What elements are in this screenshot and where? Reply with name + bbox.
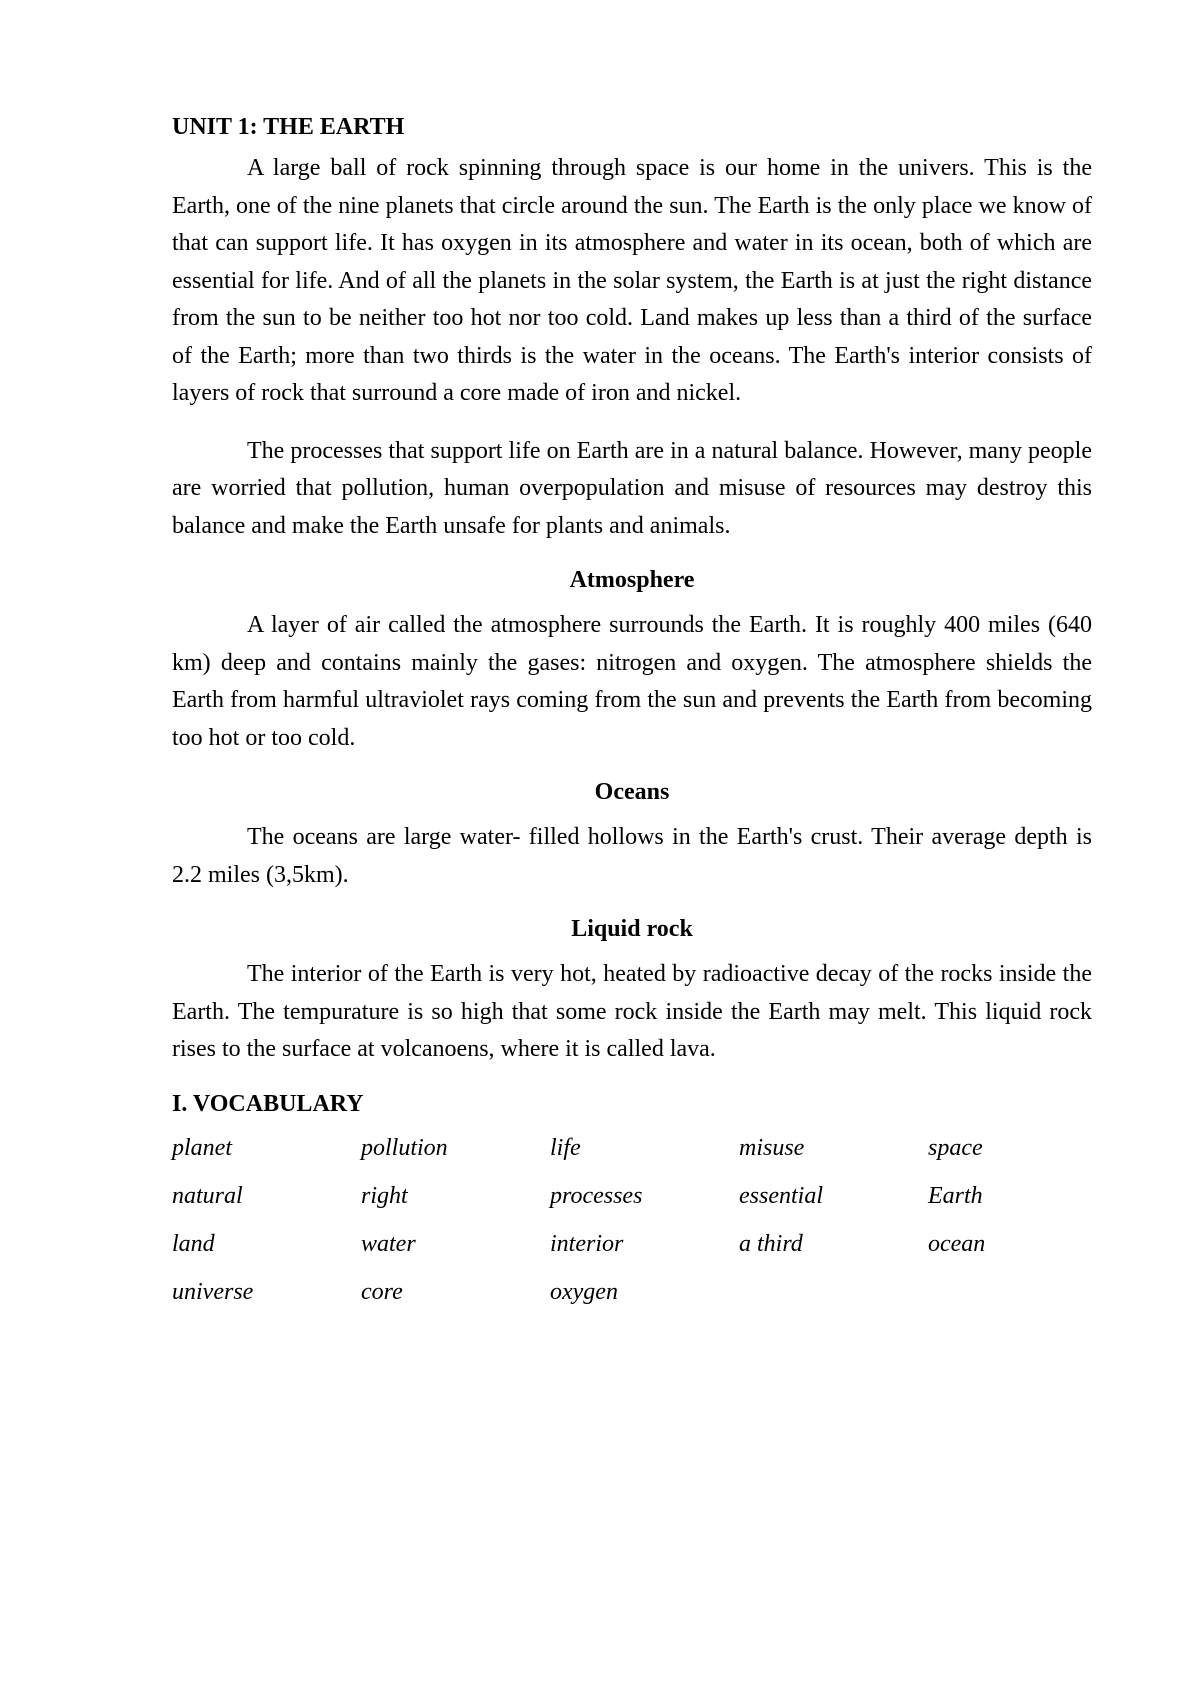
vocabulary-grid <box>172 1133 1092 1307</box>
document-page <box>172 112 1092 1307</box>
vocab-word: core <box>361 1278 403 1305</box>
vocab-word: universe <box>172 1278 254 1305</box>
vocab-word: land <box>172 1230 215 1257</box>
vocab-word: a third <box>739 1230 803 1257</box>
intro-paragraph-1: A large ball of rock spinning through space is our home in the univers. This is the Earth, one of the nine planets that circle around the sun. The Earth is the only place we know of that can support life. It has oxygen in its atmosphere and water in its ocean, both of which are essential for life. And of all the planets in the solar system, the Earth is at just the right distance from the sun to be neither too hot nor too cold. Land makes up less than a third of the surface of the Earth; more than two thirds is the water in the oceans. The Earth's interior consists of layers of rock that surround a core made of iron and nickel. <box>172 155 1092 406</box>
vocab-word: natural <box>172 1182 243 1209</box>
vocab-word: oxygen <box>550 1278 618 1305</box>
intro-paragraph-2: The processes that support life on Earth are in a natural balance. However, many people are worried that pollution, human overpopulation and misuse of resources may destroy this balance and make the Earth unsafe for plants and animals. <box>172 437 1092 539</box>
vocab-word: planet <box>172 1134 232 1161</box>
vocab-word: ocean <box>928 1230 986 1257</box>
vocab-word: space <box>928 1134 983 1161</box>
section-heading-atmosphere: Atmosphere <box>569 567 695 593</box>
vocab-word: water <box>361 1230 416 1257</box>
section-heading-liquid-rock: Liquid rock <box>571 916 693 942</box>
vocab-word: misuse <box>739 1134 805 1161</box>
unit-title: UNIT 1: THE EARTH <box>172 114 405 140</box>
vocab-word: Earth <box>928 1182 983 1209</box>
vocab-word: life <box>550 1134 581 1161</box>
section-heading-oceans: Oceans <box>594 779 670 805</box>
vocab-word: right <box>361 1182 408 1209</box>
section-text-oceans: The oceans are large water- filled hollows in the Earth's crust. Their average depth is 2.2 miles (3,5km). <box>172 824 1092 888</box>
vocab-word: interior <box>550 1230 624 1257</box>
vocab-word: essential <box>739 1182 823 1209</box>
vocab-word: pollution <box>361 1134 448 1161</box>
section-text-atmosphere: A layer of air called the atmosphere surrounds the Earth. It is roughly 400 miles (640 km) deep and contains mainly the gases: nitrogen and oxygen. The atmosphere shields the Earth from harmful ultraviolet rays coming from the sun and prevents the Earth from becoming too hot or too cold. <box>172 612 1092 751</box>
vocab-word: processes <box>550 1182 643 1209</box>
vocabulary-title: I. VOCABULARY <box>172 1090 364 1117</box>
section-text-liquid-rock: The interior of the Earth is very hot, heated by radioactive decay of the rocks inside the Earth. The tempurature is so high that some rock inside the Earth may melt. This liquid rock rises to the surface at volcanoens, where it is called lava. <box>172 961 1092 1062</box>
